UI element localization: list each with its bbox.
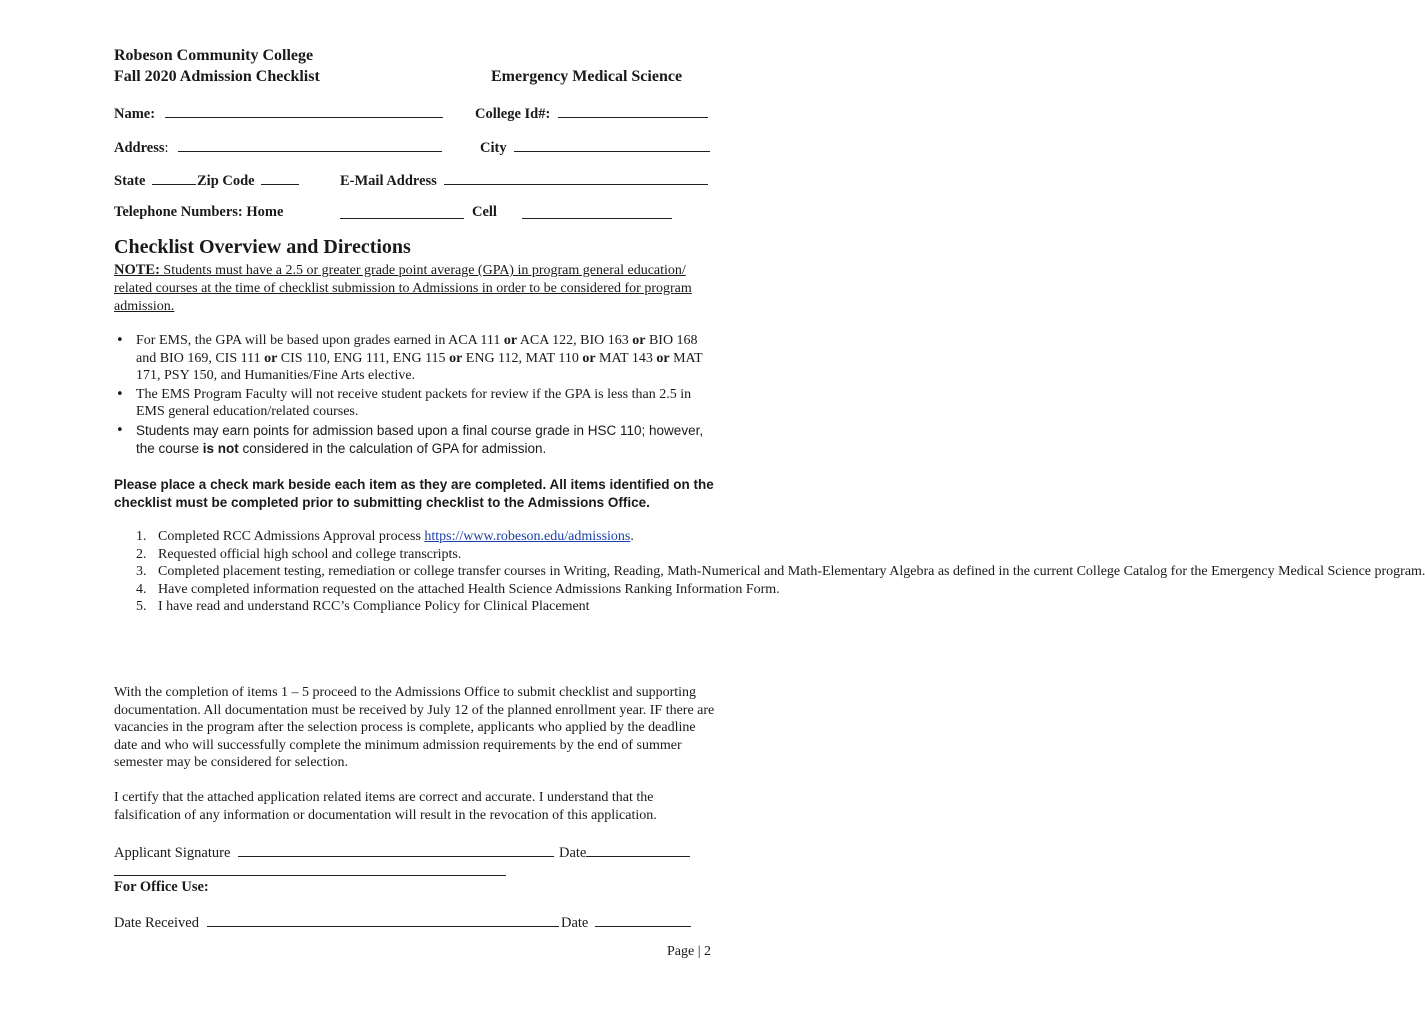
step-2[interactable]: 2. Requested official high school and college transcripts. bbox=[136, 546, 462, 562]
date-received-field[interactable] bbox=[114, 913, 559, 932]
home-phone-line[interactable] bbox=[340, 205, 464, 219]
office-use-label: For Office Use: bbox=[114, 879, 209, 895]
name-line[interactable] bbox=[165, 104, 443, 118]
zip-label: Zip Code bbox=[197, 173, 255, 189]
cell-label: Cell bbox=[472, 204, 497, 220]
state-label: State bbox=[114, 173, 146, 189]
zip-field[interactable] bbox=[197, 171, 299, 190]
city-field[interactable] bbox=[480, 138, 710, 157]
address-line[interactable] bbox=[178, 138, 442, 152]
college-id-line[interactable] bbox=[558, 104, 708, 118]
page-value: 2 bbox=[704, 944, 712, 959]
step-1[interactable]: 1. Completed RCC Admissions Approval process https://www.robeson.edu/admissions. bbox=[136, 529, 634, 544]
instructions: Please place a check mark beside each item as they are completed. All items identified on the checklist must be completed prior to submitting checklist to the Admissions Office. bbox=[114, 477, 714, 510]
admissions-link[interactable]: https://www.robeson.edu/admissions bbox=[424, 529, 631, 544]
signature-date-line[interactable] bbox=[586, 843, 690, 857]
checklist-title: Fall 2020 Admission Checklist bbox=[114, 68, 320, 85]
date-received-line[interactable] bbox=[207, 913, 559, 927]
address-field[interactable] bbox=[114, 138, 442, 157]
signature-date-label: Date bbox=[559, 845, 587, 861]
college-id-field[interactable] bbox=[475, 104, 708, 123]
completion-paragraph: With the completion of items 1 – 5 proceed to the Admissions Office to submit checklist and supporting documentation. All documentation must be received by July 12 of the planned enrollment year. IF there are vacancies in the program after the selection process is complete, applicants who applied by the deadline date and who will successfully complete the minimum admission requirements by the end of summer semester may be considered for selection. bbox=[114, 685, 715, 770]
page-label: Page bbox=[667, 944, 695, 959]
telephone-label: Telephone Numbers: Home bbox=[114, 204, 284, 220]
city-label: City bbox=[480, 140, 507, 156]
certify-paragraph: I certify that the attached application related items are correct and accurate. I understand that the falsification of any information or documentation will result in the revocation of this application. bbox=[114, 790, 657, 823]
step-4[interactable]: 4. Have completed information requested on the attached Health Science Admissions Ranking Information Form. bbox=[136, 581, 780, 597]
bullet-faculty: • The EMS Program Faculty will not receive student packets for review if the GPA is less than 2.5 in EMS general education/related courses. bbox=[114, 386, 718, 421]
note-text: Students must have a 2.5 or greater grade point average (GPA) in program general education/ related courses at the time of checklist submission to Admissions in order to be considered for program admission. bbox=[114, 263, 692, 314]
email-field[interactable] bbox=[340, 171, 708, 190]
note-paragraph bbox=[114, 261, 716, 316]
separator-line bbox=[114, 875, 506, 876]
name-label: Name: bbox=[114, 106, 156, 122]
signature-field[interactable] bbox=[114, 843, 554, 862]
page-number bbox=[667, 944, 711, 960]
page-separator: | bbox=[697, 944, 701, 959]
name-field[interactable] bbox=[114, 104, 443, 123]
signature-line[interactable] bbox=[238, 843, 554, 857]
state-field[interactable] bbox=[114, 171, 196, 190]
address-label: Address bbox=[114, 140, 165, 156]
bullet-list bbox=[114, 332, 718, 458]
program-name: Emergency Medical Science bbox=[491, 68, 683, 85]
signature-date-field[interactable] bbox=[559, 843, 690, 862]
college-name: Robeson Community College bbox=[114, 47, 314, 64]
city-line[interactable] bbox=[514, 138, 710, 152]
date-received-label: Date Received bbox=[114, 915, 199, 931]
signature-label: Applicant Signature bbox=[114, 845, 231, 861]
step-3[interactable]: 3. Completed placement testing, remediation or college transfer courses in Writing, Reading, Math-Numerical and Math-Elementary Algebra as defined in the current College Catalog for the Emergency Medical Science program. bbox=[136, 564, 1425, 579]
note-label: NOTE: bbox=[114, 262, 160, 278]
zip-line[interactable] bbox=[261, 171, 299, 185]
bullet-gpa: • For EMS, the GPA will be based upon grades earned in ACA 111 or ACA 122, BIO 163 or BIO 168 and BIO 169, CIS 111 or CIS 110, ENG 111, ENG 115 or ENG 112, MAT 110 or MAT 143 or MAT 171, PSY 150, and Humanities/Fine Arts elective. bbox=[114, 332, 718, 385]
email-line[interactable] bbox=[444, 171, 708, 185]
state-line[interactable] bbox=[152, 171, 196, 185]
steps-list bbox=[114, 528, 1425, 616]
bullet-hsc: • Students may earn points for admission based upon a final course grade in HSC 110; however, the course is not considered in the calculation of GPA for admission. bbox=[114, 422, 718, 458]
office-date-label: Date bbox=[561, 915, 589, 931]
step-5[interactable]: 5. I have read and understand RCC’s Compliance Policy for Clinical Placement bbox=[136, 599, 590, 614]
office-date-line[interactable] bbox=[595, 913, 691, 927]
overview-heading: Checklist Overview and Directions bbox=[114, 236, 411, 258]
cell-phone-line[interactable] bbox=[522, 205, 672, 219]
college-id-label: College Id#: bbox=[475, 106, 551, 122]
office-date-field[interactable] bbox=[561, 913, 691, 932]
email-label: E-Mail Address bbox=[340, 173, 437, 189]
address-colon: : bbox=[164, 140, 169, 156]
